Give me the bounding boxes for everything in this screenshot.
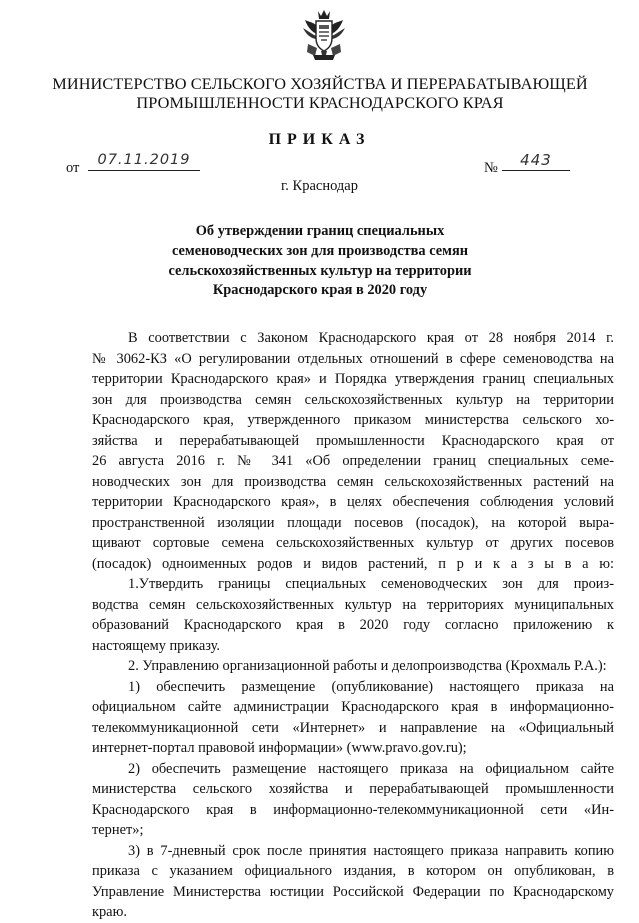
number-label: № [484,160,498,176]
body-line: министерства сельского хозяйства и перерабатывающей промышленности [92,781,614,797]
title-line: семеноводческих зон для производства семян [171,242,469,259]
date-label: от [66,160,80,176]
title-line: Об утверждении границ специальных [195,223,445,239]
body-line: 1) обеспечить размещение (опубликование) настоящего приказа на [128,678,614,695]
body-line: 1.Утвердить границы специальных семеноводческих зон для произ- [128,576,614,592]
body-line: щивают сортовые семена сельскохозяйственных культур от других посевов [92,535,614,551]
body-line: территории Краснодарского края» и Порядка утверждения границ специальных [92,371,614,387]
body-line: пространственной изоляции площади посевов (посадок), на которой выра- [92,514,614,531]
body-line: настоящему приказу. [92,637,220,654]
body-line: территории Краснодарского края», в целях обеспечения соблюдения условий [92,494,614,510]
date-value: 07.11.2019 [88,150,200,171]
body-line: 3) в 7-дневный срок после принятия настоящего приказа направить копию [128,842,614,859]
body-line: Краснодарского края, утвержденного приказом министерства сельского хо- [92,412,614,428]
order-title [150,222,490,301]
document-type: ПРИКАЗ [268,131,371,148]
body-line: Управление Министерства юстиции Российской Федерации по Краснодарскому [92,883,614,900]
body-line: краю. [92,904,127,920]
body-line: водства семян сельскохозяйственных культур на территориях муниципальных [92,596,614,613]
body-line: Краснодарского края в информационно-телекоммуникационной сети «Ин- [92,801,614,818]
ministry-line-1: МИНИСТЕРСТВО СЕЛЬСКОГО ХОЗЯЙСТВА И ПЕРЕРАБАТЫВАЮЩЕЙ [52,74,588,93]
title-line: Краснодарского края в 2020 году [212,282,428,299]
ministry-name [40,74,600,112]
body-line: новодческих зон для производства семян сельскохозяйственных растений на [92,473,614,490]
body-line: 2) обеспечить размещение настоящего приказа на официальном сайте [128,760,614,777]
body-line: 26 августа 2016 г. № 341 «Об определении границ специальных семе- [92,453,614,469]
body-line: официальном сайте администрации Краснодарского края в информационно- [92,699,614,715]
body-line: 2. Управлению организационной работы и делопроизводства (Крохмаль Р.А.): [128,658,607,674]
title-line: сельскохозяйственных культур на территории [168,262,472,279]
body-line: зон для производства семян сельскохозяйственных культур на территории [92,391,614,408]
body-line: образований Краснодарского края в 2020 году согласно приложению к [92,617,614,633]
body-line: (посадок) одноименных родов и видов растений, п р и к а з ы в а ю: [92,555,614,572]
krasnodar-coat-of-arms-icon [301,8,347,62]
number-value: 443 [502,150,570,171]
body-line: В соответствии с Законом Краснодарского края от 28 ноября 2014 г. [128,330,614,346]
body-line: № 3062-КЗ «О регулировании отдельных отношений в сфере семеноводства на [92,350,614,367]
body-line: зяйства и перерабатывающей промышленности Краснодарского края от [92,432,614,449]
order-body [92,328,614,923]
body-line: телекоммуникационной сети «Интернет» и направление на «Официальный [92,719,614,736]
body-line: интернет-портал правовой информации» (www.pravo.gov.ru); [92,740,467,756]
ministry-line-2: ПРОМЫШЛЕННОСТИ КРАСНОДАРСКОГО КРАЯ [136,93,504,112]
body-line: приказа с указанием официального издания, в котором он опубликован, в [92,863,614,879]
city: г. Краснодар [280,178,358,194]
body-line: тернет»; [92,822,144,838]
